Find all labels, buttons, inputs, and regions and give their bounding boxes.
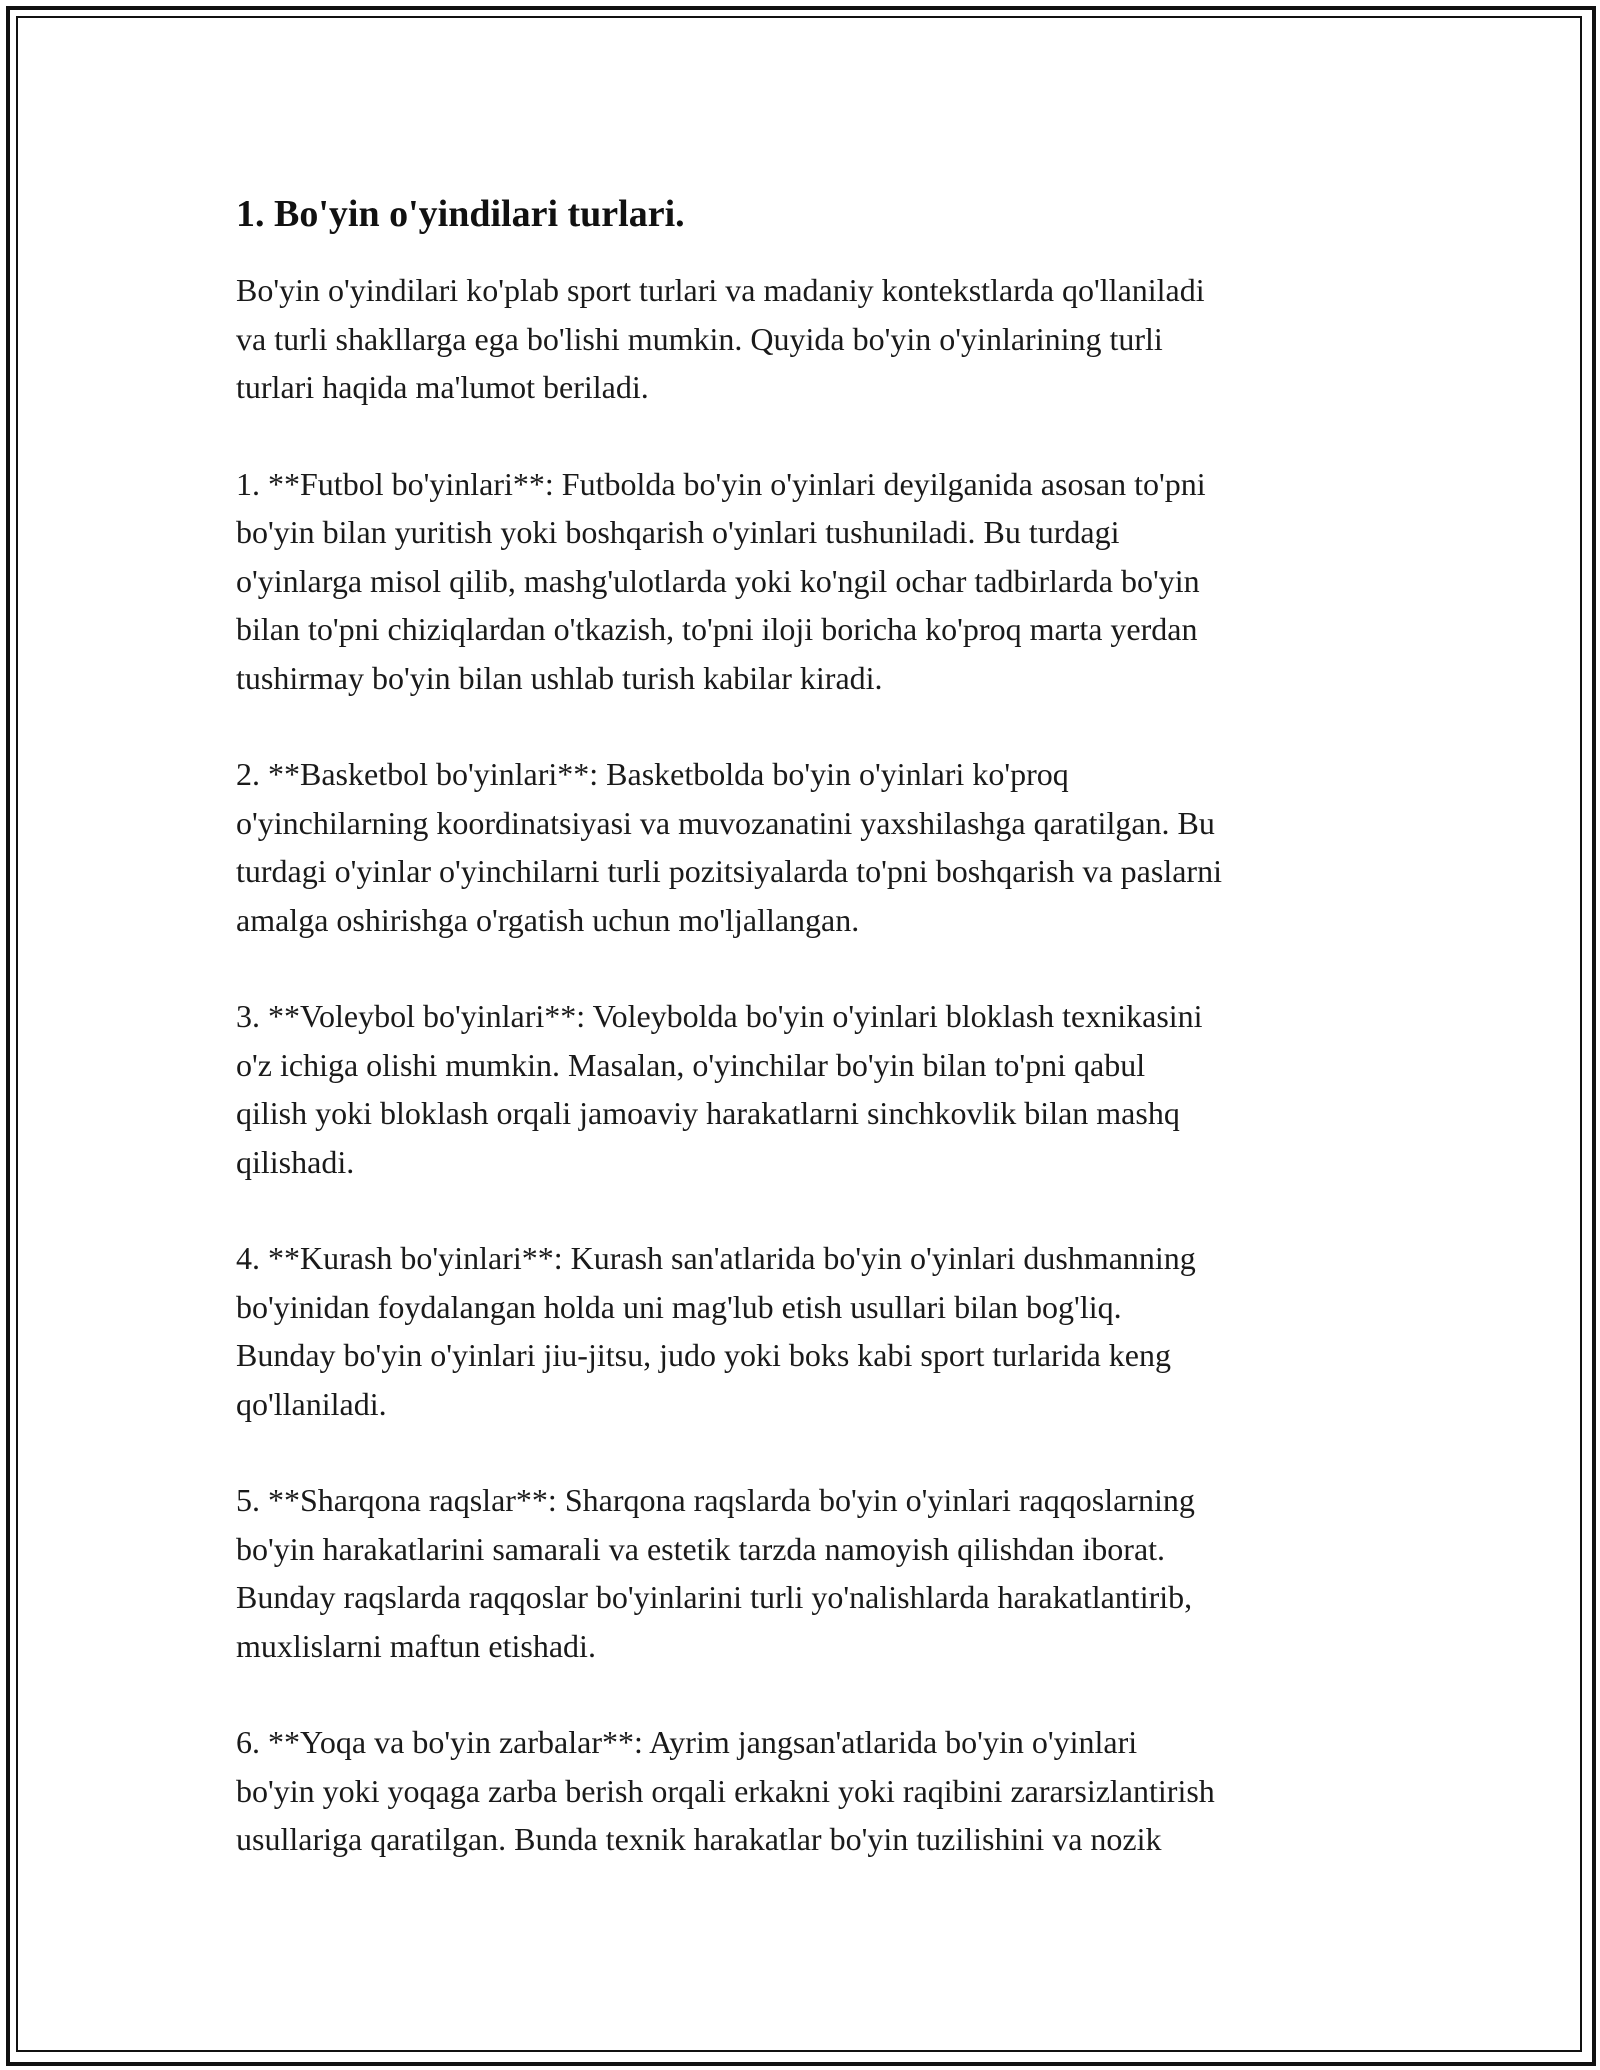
list-item-kurash: 4. **Kurash bo'yinlari**: Kurash san'atlarida bo'yin o'yinlari dushmanning bo'yinidan foydalangan holda uni mag'lub etish usullari bilan bog'liq. Bunday bo'yin o'yinlari jiu-jitsu, judo yoki boks kabi sport turlarida keng qo'llaniladi. xyxy=(236,1240,1196,1422)
list-item-basketbol: 2. **Basketbol bo'yinlari**: Basketbolda bo'yin o'yinlari ko'proq o'yinchilarning koordinatsiyasi va muvozanatini yaxshilashga qaratilgan. Bu turdagi o'yinlar o'yinchilarni turli pozitsiyalarda to'pni boshqarish va paslarni amalga oshirishga o'rgatish uchun mo'ljallangan. xyxy=(236,756,1222,938)
section-heading: 1. Bo'yin o'yindilari turlari. xyxy=(236,193,685,235)
document-body xyxy=(236,188,1376,1912)
list-item-futbol: 1. **Futbol bo'yinlari**: Futbolda bo'yin o'yinlari deyilganida asosan to'pni bo'yin bilan yuritish yoki boshqarish o'yinlari tushuniladi. Bu turdagi o'yinlarga misol qilib, mashg'ulotlarda yoki ko'ngil ochar tadbirlarda bo'yin bilan to'pni chiziqlardan o'tkazish, to'pni iloji boricha ko'proq marta yerdan tushirmay bo'yin bilan ushlab turish kabilar kiradi. xyxy=(236,465,1206,696)
list-item-sharqona-raqslar: 5. **Sharqona raqslar**: Sharqona raqslarda bo'yin o'yinlari raqqoslarning bo'yin harakatlarini samarali va estetik tarzda namoyish qilishdan iborat. Bunday raqslarda raqqoslar bo'yinlarini turli yo'nalishlarda harakatlantirib, muxlislarni maftun etishadi. xyxy=(236,1482,1195,1664)
list-item-yoqa-zarbalar: 6. **Yoqa va bo'yin zarbalar**: Ayrim jangsan'atlarida bo'yin o'yinlari bo'yin yoki yoqaga zarba berish orqali erkakni yoki raqibini zararsizlantirish usullariga qaratilgan. Bunda texnik harakatlar bo'yin tuzilishini va nozik xyxy=(236,1724,1215,1857)
intro-paragraph: Bo'yin o'yindilari ko'plab sport turlari va madaniy kontekstlarda qo'llaniladi va turli shakllarga ega bo'lishi mumkin. Quyida bo'yin o'yinlarining turli turlari haqida ma'lumot beriladi. xyxy=(236,272,1205,405)
list-item-voleybol: 3. **Voleybol bo'yinlari**: Voleybolda bo'yin o'yinlari bloklash texnikasini o'z ichiga olishi mumkin. Masalan, o'yinchilar bo'yin bilan to'pni qabul qilish yoki bloklash orqali jamoaviy harakatlarni sinchkovlik bilan mashq qilishadi. xyxy=(236,998,1203,1180)
